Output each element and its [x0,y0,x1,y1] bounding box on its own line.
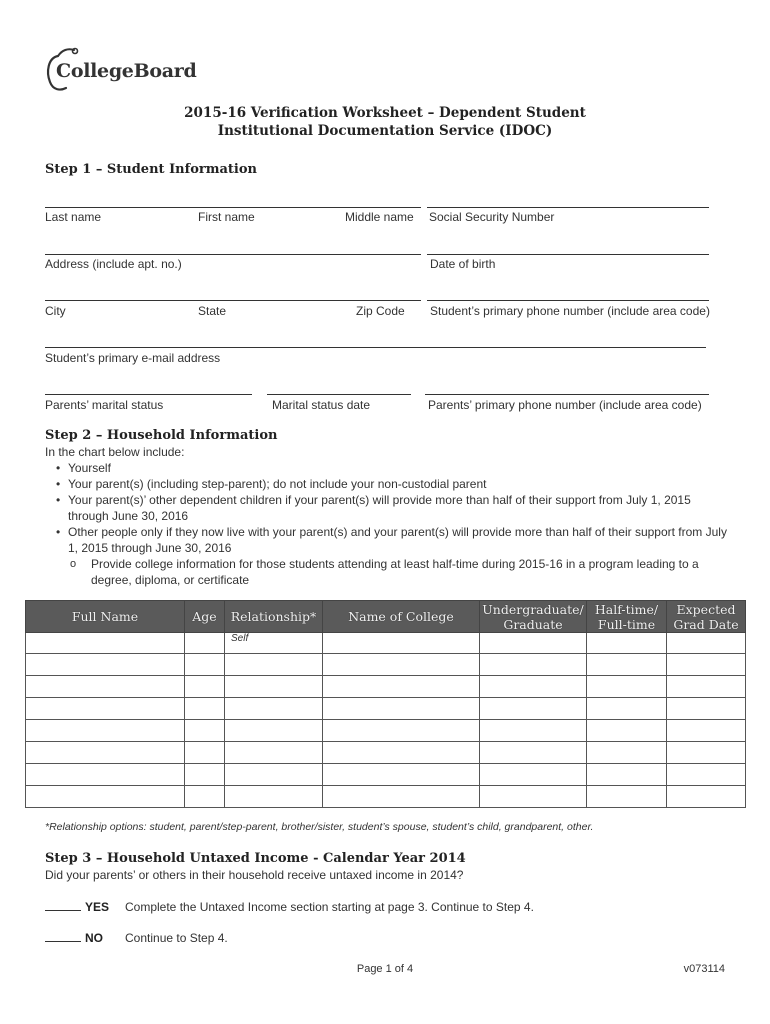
table-cell[interactable] [26,720,185,742]
table-cell[interactable] [185,633,225,654]
address-line[interactable] [45,254,421,255]
yes-label: YES [85,900,110,914]
table-row [26,698,746,720]
table-cell[interactable] [480,742,587,764]
yes-blank[interactable] [45,900,81,911]
table-cell[interactable] [587,698,667,720]
table-cell[interactable] [185,676,225,698]
table-cell[interactable] [225,654,323,676]
step1-heading: Step 1 – Student Information [45,162,257,177]
email-line[interactable] [45,347,706,348]
state-label: State [198,304,227,318]
table-cell[interactable] [480,654,587,676]
table-cell[interactable] [185,764,225,786]
table-cell[interactable] [26,786,185,808]
student-phone-label: Student’s primary phone number (include area code) [430,304,710,318]
table-cell[interactable] [185,786,225,808]
table-cell[interactable] [26,654,185,676]
list-item-text: Other people only if they now live with your parent(s) and your parent(s) will provide more than half of their support from July 1, 2015 through June 30, 2016 [68,525,727,555]
table-cell[interactable] [26,764,185,786]
table-cell[interactable] [667,633,746,654]
header-relationship: Relationship* [225,601,323,633]
no-option [45,931,228,945]
page-number: Page 1 of 4 [356,963,414,975]
city-state-zip-line[interactable] [45,300,421,301]
table-cell[interactable] [667,786,746,808]
dob-line[interactable] [427,254,709,255]
table-row [26,654,746,676]
table-cell[interactable] [26,676,185,698]
table-cell[interactable] [225,764,323,786]
step2-heading: Step 2 – Household Information [45,428,278,443]
table-cell[interactable] [185,742,225,764]
table-cell[interactable] [323,676,480,698]
parent-phone-line[interactable] [425,394,709,395]
table-cell[interactable] [480,786,587,808]
table-cell[interactable] [587,786,667,808]
header-half-full-time: Half-time/ Full-time [587,601,667,633]
document-subtitle: Institutional Documentation Service (IDOC) [217,123,553,139]
table-cell[interactable] [26,633,185,654]
table-cell[interactable] [323,764,480,786]
table-cell[interactable] [185,720,225,742]
table-cell[interactable] [667,698,746,720]
table-row [26,764,746,786]
marital-status-line[interactable] [45,394,252,395]
address-label: Address (include apt. no.) [45,257,182,271]
header-full-name: Full Name [26,601,185,633]
table-row [26,786,746,808]
list-item: • Your parent(s)’ other dependent children if your parent(s) will provide more than half of their support from July 1, 2015 through June 30, 2016 [48,492,728,524]
parent-phone-label: Parents’ primary phone number (include area code) [428,398,702,412]
table-cell[interactable] [667,764,746,786]
table-cell[interactable] [480,698,587,720]
table-cell[interactable] [323,633,480,654]
student-phone-line[interactable] [427,300,709,301]
table-cell[interactable] [323,742,480,764]
table-cell[interactable] [587,654,667,676]
last-name-label: Last name [45,210,102,224]
household-table [25,600,746,808]
table-cell[interactable] [587,764,667,786]
table-cell[interactable] [225,698,323,720]
table-cell[interactable] [323,786,480,808]
step3-question: Did your parents’ or others in their household receive untaxed income in 2014? [45,868,464,882]
table-cell[interactable] [667,676,746,698]
header-grad-date: Expected Grad Date [667,601,746,633]
include-list [48,460,728,588]
marital-date-label: Marital status date [272,398,371,412]
sub-list [68,556,728,588]
relationship-footnote: *Relationship options: student, parent/step-parent, brother/sister, student’s spouse, student’s child, grandparent, other. [45,821,594,833]
document-title: 2015-16 Verification Worksheet – Dependent Student [184,105,586,121]
email-label: Student’s primary e-mail address [45,351,221,365]
table-header-row [26,601,746,633]
table-cell[interactable] [225,742,323,764]
relationship-self-cell: Self [225,633,323,654]
table-row [26,742,746,764]
table-cell[interactable] [225,720,323,742]
table-cell[interactable] [587,742,667,764]
ssn-label: Social Security Number [429,210,555,224]
marital-date-line[interactable] [267,394,411,395]
table-cell[interactable] [587,676,667,698]
table-cell[interactable] [323,720,480,742]
version-code: v073114 [683,963,725,975]
table-row [26,676,746,698]
table-cell[interactable] [587,720,667,742]
table-cell[interactable] [667,720,746,742]
table-cell[interactable] [185,654,225,676]
table-cell[interactable] [225,786,323,808]
table-cell[interactable] [667,742,746,764]
table-cell[interactable] [587,633,667,654]
header-age: Age [185,601,225,633]
city-label: City [45,304,66,318]
table-cell[interactable] [480,676,587,698]
first-name-label: First name [198,210,255,224]
table-cell[interactable] [667,654,746,676]
table-cell[interactable] [480,720,587,742]
table-cell[interactable] [185,698,225,720]
ssn-line[interactable] [427,207,709,208]
table-cell[interactable] [323,654,480,676]
zip-label: Zip Code [356,304,405,318]
middle-name-label: Middle name [345,210,414,224]
table-cell[interactable] [225,676,323,698]
no-blank[interactable] [45,931,81,942]
step3-heading: Step 3 – Household Untaxed Income - Calendar Year 2014 [45,851,466,866]
table-cell[interactable] [480,633,587,654]
sub-list-item: o Provide college information for those students attending at least half-time during 2015-16 in a program leading to a degree, diploma, or certificate [68,556,728,588]
list-item: • Yourself [48,460,728,476]
header-college: Name of College [323,601,480,633]
name-line[interactable] [45,207,421,208]
table-cell[interactable] [26,698,185,720]
marital-status-label: Parents’ marital status [45,398,164,412]
table-row [26,633,746,654]
table-cell[interactable] [26,742,185,764]
no-text: Continue to Step 4. [125,931,228,945]
yes-option [45,900,534,914]
step2-intro: In the chart below include: [45,445,185,459]
list-item: • Your parent(s) (including step-parent); do not include your non-custodial parent [48,476,728,492]
dob-label: Date of birth [430,257,496,271]
yes-text: Complete the Untaxed Income section starting at page 3. Continue to Step 4. [125,900,534,914]
list-item [48,524,728,588]
table-row [26,720,746,742]
table-cell[interactable] [480,764,587,786]
logo-wordmark: CollegeBoard [56,60,197,82]
header-undergrad-grad: Undergraduate/ Graduate [480,601,587,633]
table-cell[interactable] [323,698,480,720]
no-label: NO [85,931,103,945]
